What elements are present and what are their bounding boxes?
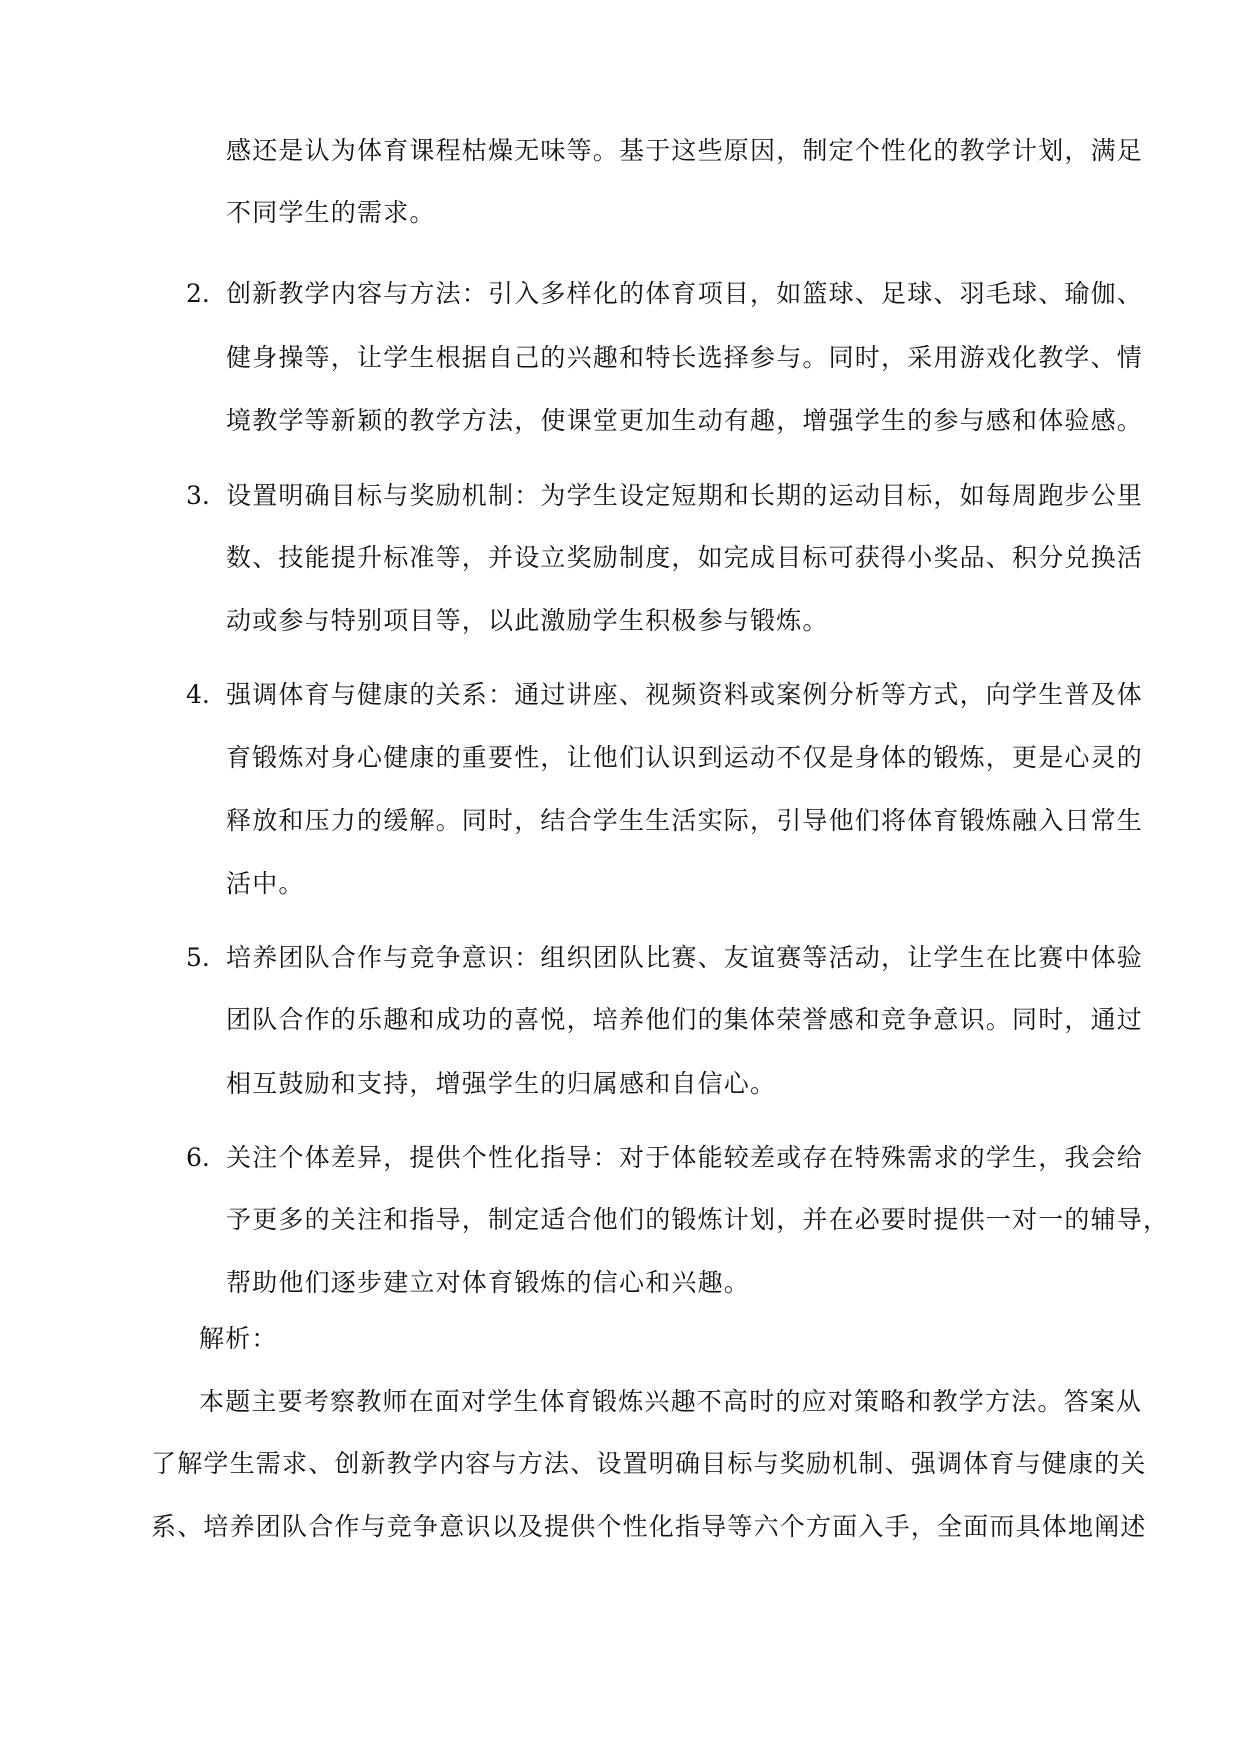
item-6-line-3: 帮助他们逐步建立对体育锻炼的信心和兴趣。 [226, 1268, 751, 1297]
item-4-line-2: 育锻炼对身心健康的重要性，让他们认识到运动不仅是身体的锻炼，更是心灵的 [226, 743, 1144, 772]
item-4-line-3: 释放和压力的缓解。同时，结合学生生活实际，引导他们将体育锻炼融入日常生 [226, 806, 1144, 835]
analysis-label: 解析： [199, 1324, 278, 1353]
item-2-line-3: 境教学等新颖的教学方法，使课堂更加生动有趣，增强学生的参与感和体验感。 [226, 406, 1144, 435]
item-5-line-3: 相互鼓励和支持，增强学生的归属感和自信心。 [226, 1069, 777, 1098]
item-3-line-3: 动或参与特别项目等，以此激励学生积极参与锻炼。 [226, 606, 829, 635]
analysis-line-2: 了解学生需求、创新教学内容与方法、设置明确目标与奖励机制、强调体育与健康的关 [151, 1449, 1147, 1478]
item-number-2: 2. [186, 279, 210, 308]
item-4-line-4: 活中。 [226, 869, 305, 898]
item-6-line-1: 关注个体差异，提供个性化指导：对于体能较差或存在特殊需求的学生，我会给 [226, 1143, 1144, 1172]
item-2-line-2: 健身操等，让学生根据自己的兴趣和特长选择参与。同时，采用游戏化教学、情 [226, 343, 1144, 372]
item-5-line-1: 培养团队合作与竞争意识：组织团队比赛、友谊赛等活动，让学生在比赛中体验 [226, 943, 1144, 972]
item-2-line-1: 创新教学内容与方法：引入多样化的体育项目，如篮球、足球、羽毛球、瑜伽、 [226, 279, 1144, 308]
item-number-3: 3. [186, 481, 210, 510]
continuation-line-1: 感还是认为体育课程枯燥无味等。基于这些原因，制定个性化的教学计划，满足 [226, 136, 1144, 165]
analysis-line-1: 本题主要考察教师在面对学生体育锻炼兴趣不高时的应对策略和教学方法。答案从 [199, 1387, 1143, 1416]
continuation-line-2: 不同学生的需求。 [226, 198, 436, 227]
item-number-6: 6. [186, 1143, 210, 1172]
item-3-line-1: 设置明确目标与奖励机制：为学生设定短期和长期的运动目标，如每周跑步公里 [226, 481, 1144, 510]
item-5-line-2: 团队合作的乐趣和成功的喜悦，培养他们的集体荣誉感和竞争意识。同时，通过 [226, 1005, 1144, 1034]
item-number-5: 5. [186, 943, 210, 972]
item-4-line-1: 强调体育与健康的关系：通过讲座、视频资料或案例分析等方式，向学生普及体 [226, 680, 1144, 709]
item-6-line-2: 予更多的关注和指导，制定适合他们的锻炼计划，并在必要时提供一对一的辅导， [226, 1205, 1170, 1234]
item-number-4: 4. [186, 680, 210, 709]
item-3-line-2: 数、技能提升标准等，并设立奖励制度，如完成目标可获得小奖品、积分兑换活 [226, 543, 1144, 572]
analysis-line-3: 系、培养团队合作与竞争意识以及提供个性化指导等六个方面入手，全面而具体地阐述 [151, 1512, 1147, 1541]
